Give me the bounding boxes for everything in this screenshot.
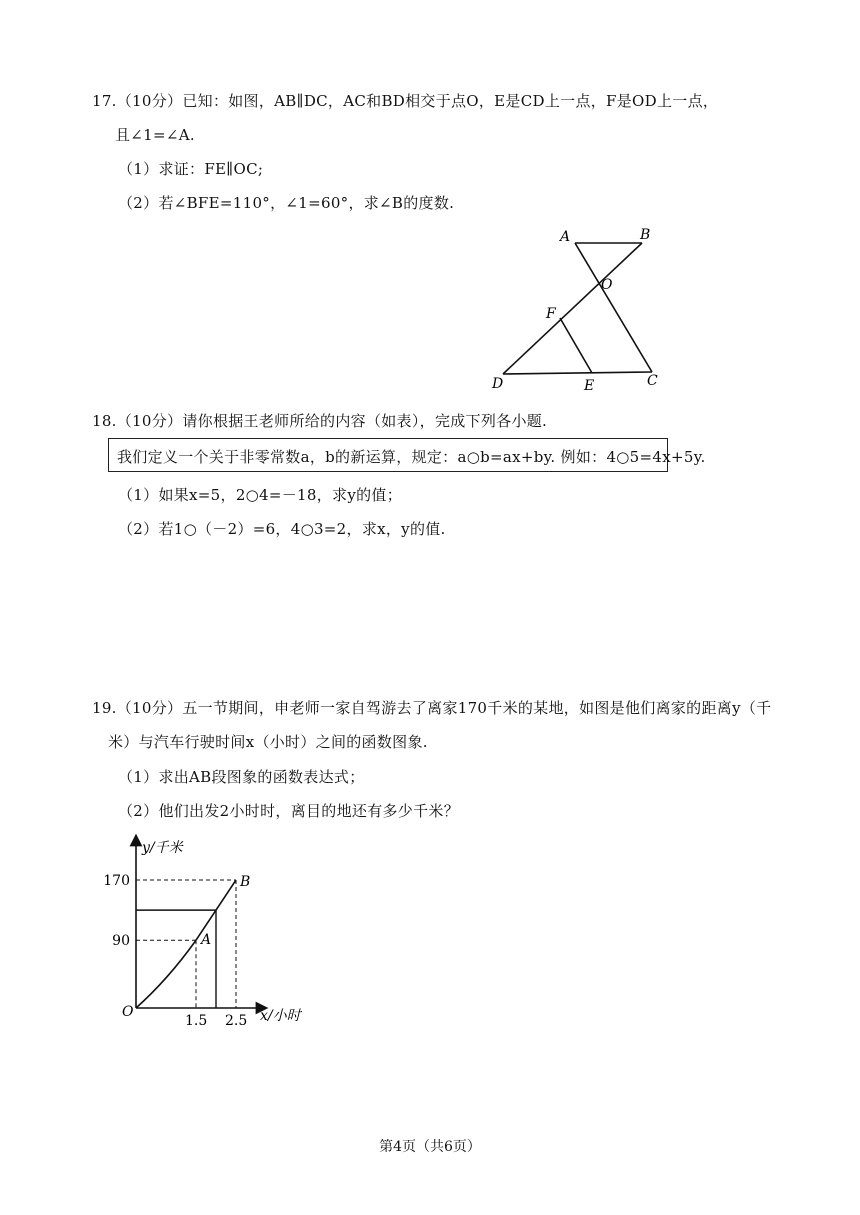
q17-line1: 17.（10分）已知：如图，AB∥DC，AC和BD相交于点O，E是CD上一点，F是OD上一点， [92,92,719,110]
point-label-b: B [240,874,251,890]
distance-time-graph [100,830,330,1030]
q18-sub2: （2）若1○（－2）=6，4○3=2，求x，y的值. [118,520,446,538]
y-axis-label: y/千米 [142,840,183,856]
label-f: F [546,306,556,322]
label-o: O [601,277,613,293]
q19-sub2: （2）他们出发2小时时，离目的地还有多少千米？ [118,802,459,820]
q19-line2: 米）与汽车行驶时间x（小时）之间的函数图象. [108,733,428,751]
y-tick-label: 170 [103,873,130,889]
label-b: B [640,227,651,243]
x-axis-label: x/小时 [260,1008,301,1024]
x-tick-label: 2.5 [225,1013,248,1029]
label-a: A [560,229,571,245]
segment-dc [503,372,652,374]
q17-sub2: （2）若∠BFE=110°，∠1=60°，求∠B的度数. [118,194,455,212]
label-c: C [647,373,658,389]
x-tick-label: 1.5 [185,1013,208,1029]
definition-box [108,438,706,472]
segment-fe [560,318,592,373]
label-d: D [492,376,504,392]
curve-oa [136,940,196,1008]
point-label-a: A [201,932,212,949]
y-tick-label: 90 [112,933,130,950]
q19-line1: 19.（10分）五一节期间，申老师一家自驾游去了离家170千米的某地，如图是他们离家的距离y（千 [92,699,772,717]
segment-bd [503,243,642,374]
page-footer: 第4页（共6页） [379,1139,481,1155]
segment-ac [575,243,652,372]
q17-geometry-figure [480,222,680,397]
q18-sub1: （1）如果x=5，2○4=－18，求y的值； [118,486,403,504]
q17-line2: 且∠1=∠A. [115,126,195,144]
q18-line1: 18.（10分）请你根据王老师所给的内容（如表），完成下列各小题. [92,412,548,430]
definition-text: 我们定义一个关于非零常数a，b的新运算，规定：a○b=ax+by. 例如：4○5=4x+5y. [117,448,706,466]
q19-sub1: （1）求出AB段图象的函数表达式； [118,768,365,786]
origin-label: O [122,1004,134,1020]
label-e: E [584,378,595,394]
q17-sub1: （1）求证：FE∥OC; [118,160,264,178]
